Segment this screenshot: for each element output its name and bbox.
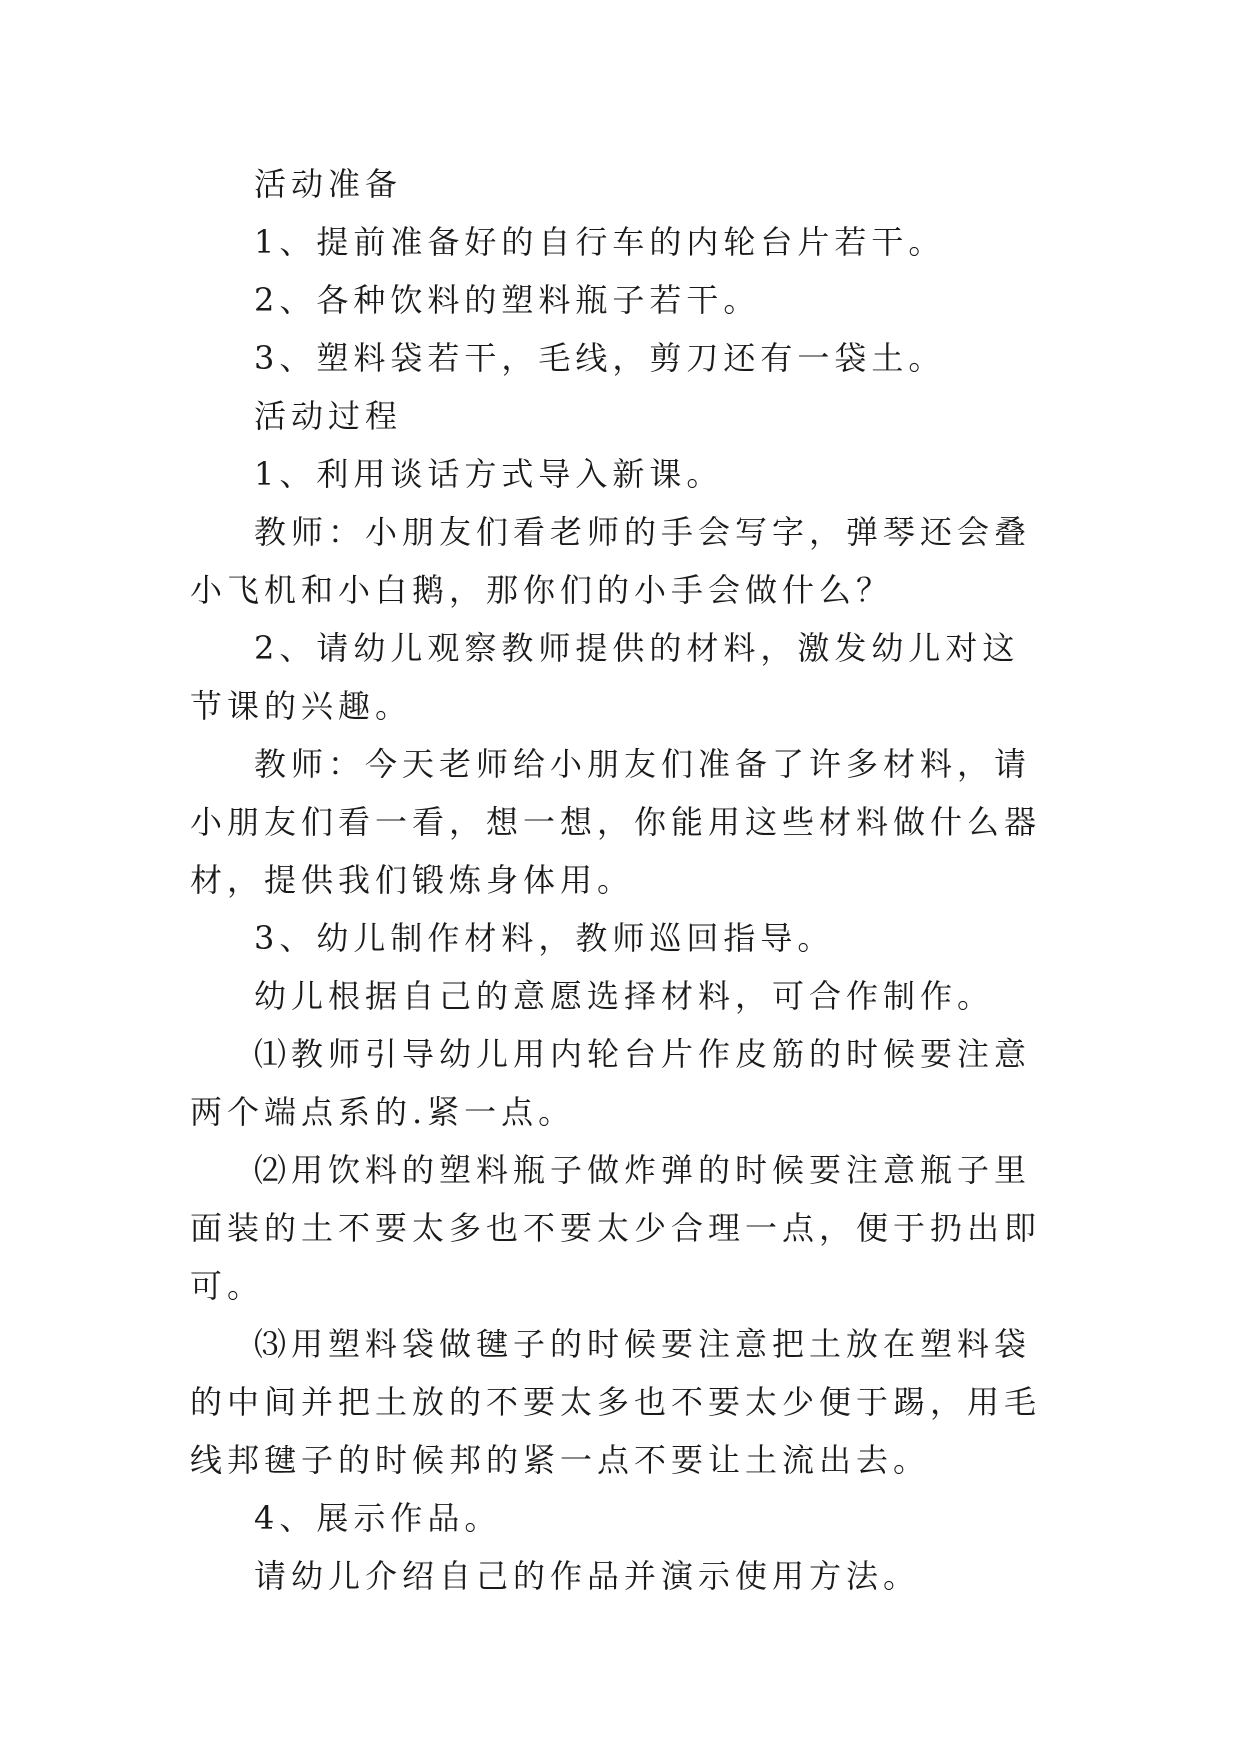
preparation-item-2: 2、各种饮料的塑料瓶子若干。 [254,281,761,319]
process-step-1: 1、利用谈话方式导入新课。 [254,455,724,493]
preparation-item-1: 1、提前准备好的自行车的内轮台片若干。 [254,223,946,261]
guidance-item-2: ⑵用饮料的塑料瓶子做炸弹的时候要注意瓶子里面装的土不要太多也不要太少合理一点，便于扔出即可。 [190,1151,1042,1305]
teacher-dialogue-2: 教师：今天老师给小朋友们准备了许多材料，请小朋友们看一看，想一想，你能用这些材料做什么器材，提供我们锻炼身体用。 [190,745,1042,899]
document-body [190,155,1050,1605]
process-step-2: 2、请幼儿观察教师提供的材料，激发幼儿对这节课的兴趣。 [190,629,1020,725]
section-heading-preparation: 活动准备 [254,165,403,203]
preparation-item-3: 3、塑料袋若干，毛线，剪刀还有一袋土。 [254,339,946,377]
process-note: 幼儿根据自己的意愿选择材料，可合作制作。 [254,977,995,1015]
closing-paragraph: 请幼儿介绍自己的作品并演示使用方法。 [254,1557,921,1595]
section-heading-process: 活动过程 [254,397,403,435]
guidance-item-1: ⑴教师引导幼儿用内轮台片作皮筋的时候要注意两个端点系的.紧一点。 [190,1035,1032,1131]
process-step-4: 4、展示作品。 [254,1499,502,1537]
teacher-dialogue-1: 教师：小朋友们看老师的手会写字，弹琴还会叠小飞机和小白鹅，那你们的小手会做什么？ [190,513,1032,609]
guidance-item-3: ⑶用塑料袋做毽子的时候要注意把土放在塑料袋的中间并把土放的不要太多也不要太少便于踢，用毛线邦毽子的时候邦的紧一点不要让土流出去。 [190,1325,1042,1479]
process-step-3: 3、幼儿制作材料，教师巡回指导。 [254,919,835,957]
